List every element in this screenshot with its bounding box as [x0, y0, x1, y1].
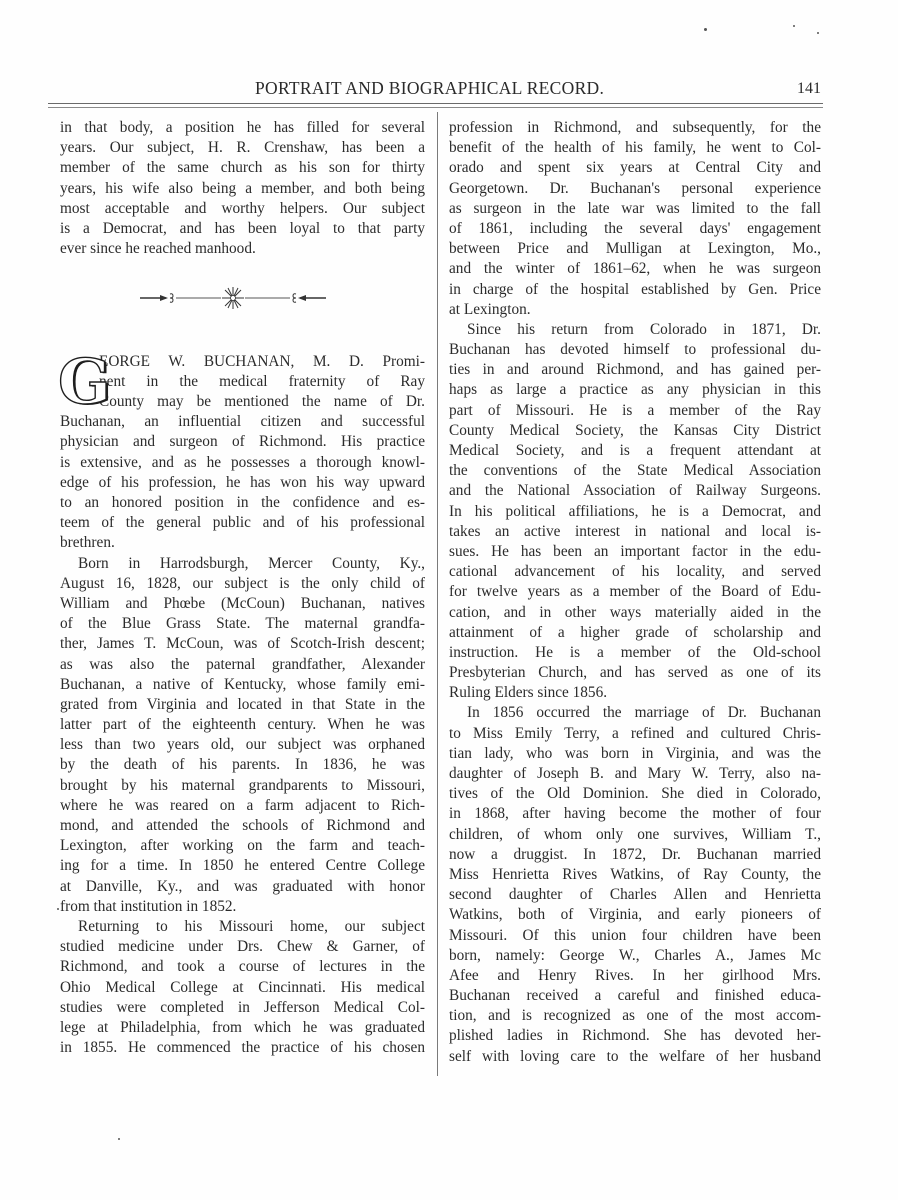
text-line: County Medical Society, the Kansas City District	[449, 421, 821, 439]
paragraph-crenshaw-conclusion	[60, 118, 425, 259]
text-line: by the death of his parents. In 1836, he was	[60, 756, 425, 774]
paragraph-buchanan-intro	[58, 344, 425, 554]
text-line: for twelve years as a member of the Board of Edu-	[449, 583, 821, 601]
text-line: in that body, a position he has filled for several	[60, 119, 425, 136]
text-line: August 16, 1828, our subject is the only child of	[60, 574, 425, 592]
text-line: and the winter of 1861–62, when he was surgeon	[449, 260, 821, 278]
scan-speck	[704, 28, 707, 31]
text-line: attainment of a higher grade of scholarship and	[449, 623, 821, 641]
text-line: lege at Philadelphia, from which he was graduated	[60, 1018, 425, 1036]
text-line: brought by his maternal grandparents to Missouri,	[60, 776, 425, 794]
text-line: takes an active interest in national and local is-	[449, 522, 821, 540]
text-line: years. Our subject, H. R. Crenshaw, has been a	[60, 139, 425, 157]
text-line: to an honored position in the confidence and es-	[60, 494, 425, 511]
scan-speck	[57, 908, 59, 910]
text-line: grated from Virginia and located in that State in the	[60, 695, 425, 713]
paragraph-marriage	[449, 703, 821, 1066]
text-line: to Miss Emily Terry, a refined and cultured Chris-	[449, 724, 821, 742]
paragraph-practice-continued	[449, 118, 821, 320]
text-line: latter part of the eighteenth century. When he was	[60, 716, 425, 734]
column-divider	[437, 112, 438, 1076]
header-rule-bottom	[48, 107, 823, 108]
text-line: Watkins, both of Virginia, and early pioneers of	[449, 906, 821, 924]
text-line: Buchanan received a careful and finished educa-	[449, 987, 821, 1005]
text-line: Georgetown. Dr. Buchanan's personal experience	[449, 179, 821, 197]
text-line: cation, and in other ways materially aided in the	[449, 603, 821, 621]
text-line: member of the same church as his son for thirty	[60, 159, 425, 177]
text-line: at Danville, Ky., and was graduated with honor	[60, 877, 425, 895]
text-line: years, his wife also being a member, and both being	[60, 179, 425, 197]
text-line: teem of the general public and of his professional	[60, 514, 425, 532]
text-line: Miss Henrietta Rives Watkins, of Ray County, the	[449, 865, 821, 883]
text-line: Since his return from Colorado in 1871, Dr.	[467, 320, 821, 338]
text-line: less than two years old, our subject was orphaned	[60, 736, 425, 754]
spacer	[60, 259, 425, 279]
text-line: as surgeon in the late war was limited to the fall	[449, 199, 821, 217]
running-title: PORTRAIT AND BIOGRAPHICAL RECORD.	[255, 78, 605, 98]
text-line: and the National Association of Railway Surgeons.	[449, 482, 821, 500]
scan-speck	[118, 1138, 120, 1140]
text-line: In his political affiliations, he is a Democrat, and	[449, 502, 821, 520]
running-head	[48, 78, 821, 104]
scan-speck	[817, 32, 819, 34]
text-line: Lexington, after working on the farm and teach-	[60, 837, 425, 855]
text-line: most acceptable and worthy helpers. Our subject	[60, 199, 425, 217]
text-line: now a druggist. In 1872, Dr. Buchanan married	[449, 845, 821, 863]
text-line: Medical Society, and is a frequent attendant at	[449, 442, 821, 459]
text-line: plished ladies in Richmond. She has devoted her-	[449, 1027, 821, 1045]
text-line: Buchanan, a native of Kentucky, whose family emi-	[60, 675, 425, 693]
text-line: born, namely: George W., Charles A., James Mc	[449, 946, 821, 964]
text-line: studies were completed in Jefferson Medical Col-	[60, 998, 425, 1016]
text-line: daughter of Joseph B. and Mary W. Terry, also na-	[449, 765, 821, 782]
text-line: orado and spent six years at Central City and	[449, 159, 821, 177]
text-line: second daughter of Charles Allen and Henrietta	[449, 886, 821, 904]
text-line: Returning to his Missouri home, our subject	[78, 917, 425, 935]
left-column	[60, 118, 425, 1058]
section-ornament	[60, 280, 425, 332]
scan-speck	[793, 25, 795, 27]
text-line: In 1856 occurred the marriage of Dr. Buchanan	[467, 704, 821, 722]
text-line: brethren.	[60, 534, 115, 552]
paragraph-since-return	[449, 320, 821, 704]
text-line: as was also the paternal grandfather, Alexander	[60, 655, 425, 673]
text-line: self with loving care to the welfare of her husband	[449, 1047, 821, 1065]
text-line: physician and surgeon of Richmond. His practice	[60, 433, 425, 451]
text-line: haps as large a practice as any physician in this	[449, 381, 821, 399]
text-line: EORGE W. BUCHANAN, M. D. Promi-	[99, 352, 425, 370]
spacer	[60, 332, 425, 352]
drop-cap-letter: G	[58, 344, 111, 418]
text-line: in 1855. He commenced the practice of his chosen	[60, 1039, 425, 1057]
text-line: Richmond, and took a course of lectures in the	[60, 958, 425, 976]
text-line: ties in and around Richmond, and has gained per-	[449, 361, 821, 379]
paragraph-born	[60, 554, 425, 917]
text-line: instruction. He is a member of the Old-school	[449, 643, 821, 661]
text-line: ever since he reached manhood.	[60, 240, 256, 258]
text-line: is extensive, and as he possesses a thorough knowl-	[60, 453, 425, 471]
text-line: edge of his profession, he has won his way upward	[60, 473, 425, 491]
header-rule-top	[48, 103, 823, 104]
text-line: tives of the Old Dominion. She died in Colorado,	[449, 785, 821, 803]
text-line: of the Blue Grass State. The maternal grandfa-	[60, 615, 425, 633]
text-line: sues. He has been an important factor in the edu-	[449, 542, 821, 560]
text-line: Missouri. Of this union four children have been	[449, 926, 821, 944]
text-line: Afee and Henry Rives. In her girlhood Mrs.	[449, 966, 821, 984]
page-number: 141	[797, 80, 821, 97]
text-line: Presbyterian Church, and has served as one of its	[449, 664, 821, 682]
text-line: William and Phœbe (McCoun) Buchanan, natives	[60, 594, 425, 612]
text-line: studied medicine under Drs. Chew & Garner, of	[60, 938, 425, 956]
text-line: mond, and attended the schools of Richmond and	[60, 817, 425, 834]
text-line: Ruling Elders since 1856.	[449, 684, 608, 702]
right-column	[449, 118, 821, 1067]
fleuron-divider-icon	[138, 286, 328, 310]
text-line: Buchanan has devoted himself to professional du-	[449, 341, 821, 359]
text-line: from that institution in 1852.	[60, 897, 237, 915]
text-line: children, of whom only one survives, William T.,	[449, 825, 821, 843]
text-line: Born in Harrodsburgh, Mercer County, Ky.,	[78, 554, 425, 572]
text-line: County may be mentioned the name of Dr.	[99, 393, 425, 411]
text-line: between Price and Mulligan at Lexington, Mo.,	[449, 240, 821, 258]
text-line: profession in Richmond, and subsequently, for the	[449, 119, 821, 136]
text-line: nent in the medical fraternity of Ray	[99, 372, 425, 390]
text-line: in 1868, after having become the mother of four	[449, 805, 821, 823]
text-line: ing for a time. In 1850 he entered Centre College	[60, 857, 425, 875]
text-line: tian lady, who was born in Virginia, and was the	[449, 744, 821, 762]
text-line: is a Democrat, and has been loyal to that party	[60, 219, 425, 237]
text-line: where he was reared on a farm adjacent to Rich-	[60, 796, 425, 814]
text-line: benefit of the health of his family, he went to Col-	[449, 139, 821, 157]
text-line: Buchanan, an influential citizen and successful	[60, 413, 425, 431]
text-line: the conventions of the State Medical Association	[449, 462, 821, 480]
text-line: tion, and is recognized as one of the most accom-	[449, 1007, 821, 1025]
text-line: cational advancement of his locality, and served	[449, 563, 821, 581]
text-line: in charge of the hospital established by Gen. Price	[449, 280, 821, 298]
text-line: Ohio Medical College at Cincinnati. His medical	[60, 978, 425, 996]
text-line: ther, James T. McCoun, was of Scotch-Irish descent;	[60, 635, 425, 653]
text-line: at Lexington.	[449, 300, 531, 318]
text-line: of 1861, including the several days' engagement	[449, 219, 821, 237]
text-line: part of Missouri. He is a member of the Ray	[449, 401, 821, 419]
paragraph-returning	[60, 917, 425, 1058]
